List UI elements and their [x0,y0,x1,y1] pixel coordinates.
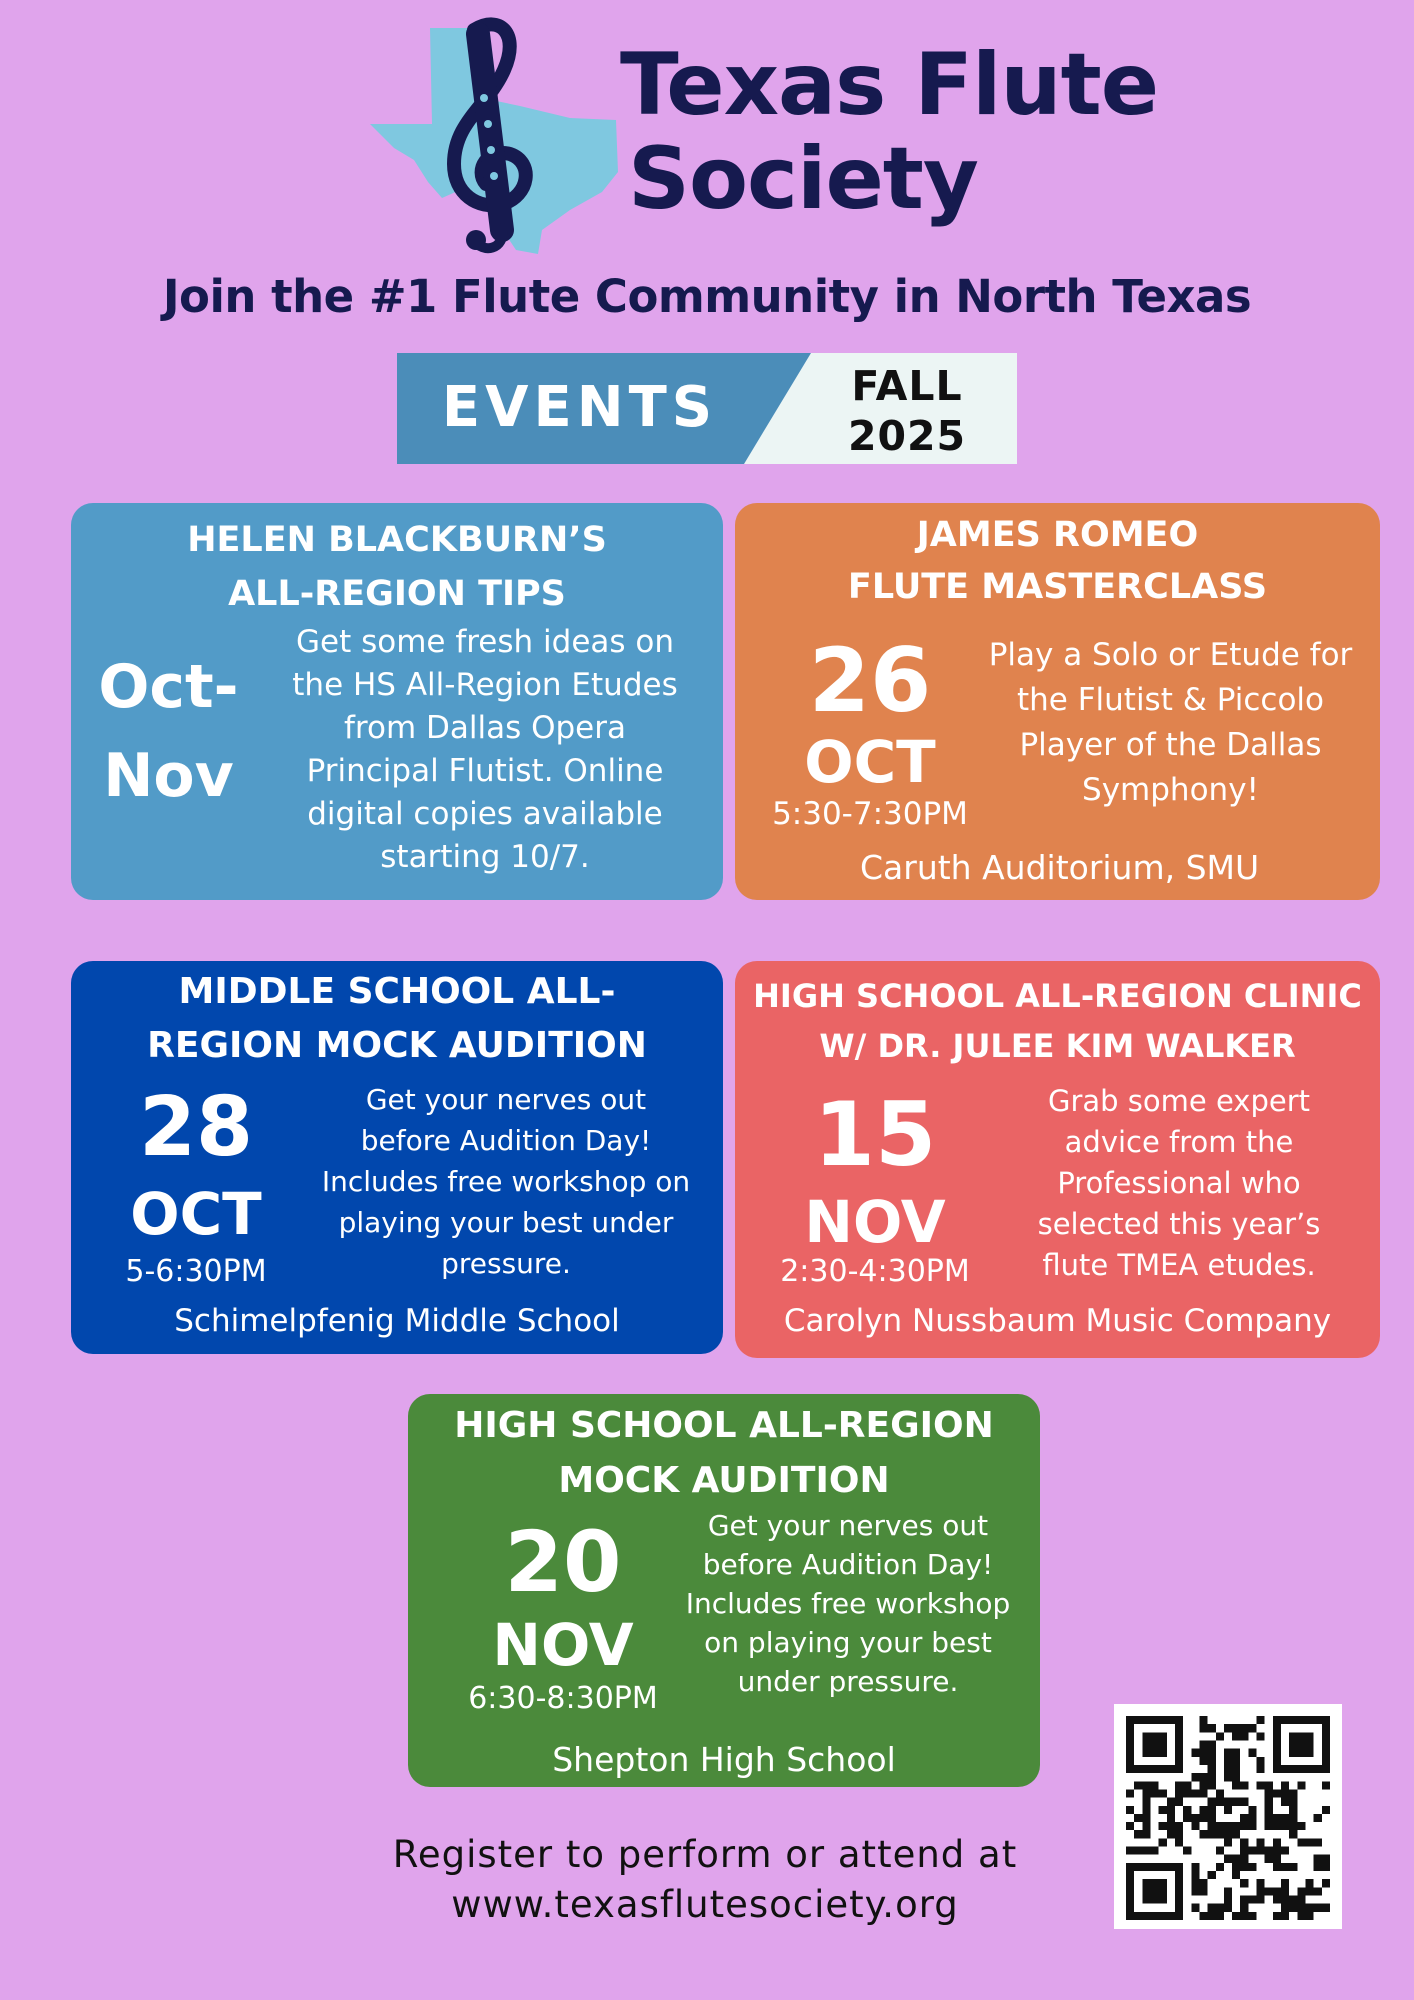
season-label [807,361,1007,461]
events-label: EVENTS [441,375,718,440]
event-day: 28 [138,1080,254,1175]
texas-treble-clef-logo-icon [370,14,630,254]
register-url[interactable]: www.texasflutesociety.org [451,1883,959,1926]
tagline: Join the #1 Flute Community in North Texas [162,270,1252,323]
event-time: 5-6:30PM [125,1254,267,1289]
event-month: OCT [130,1180,262,1248]
event-time: 5:30-7:30PM [772,796,968,832]
event-title-line2: FLUTE MASTERCLASS [847,567,1268,607]
event-time: 2:30-4:30PM [780,1254,970,1289]
event-description: Play a Solo or Etude for the Flutist & Piccolo Player of the Dallas Symphony! [988,637,1353,808]
event-venue: Caruth Auditorium, SMU [860,848,1260,887]
qr-code-pattern [1126,1716,1330,1920]
event-title-line1: HIGH SCHOOL ALL-REGION CLINIC [753,977,1362,1015]
event-venue: Shepton High School [552,1740,896,1779]
event-description: Get your nerves out before Audition Day! Includes free workshop on playing your best under pressure. [321,1083,691,1280]
event-time: 6:30-8:30PM [468,1681,658,1716]
event-title-line1: MIDDLE SCHOOL ALL- [178,971,616,1012]
event-day: 26 [808,629,932,732]
qr-code-icon[interactable] [1114,1704,1342,1929]
event-title-line2: REGION MOCK AUDITION [147,1025,647,1066]
event-description: Get your nerves out before Audition Day! Includes free workshop on playing your best under pressure. [685,1509,1011,1698]
event-month: NOV [492,1611,634,1679]
event-month: OCT [804,728,936,796]
event-venue: Carolyn Nussbaum Music Company [783,1303,1332,1339]
season-line2: 2025 [847,412,967,460]
event-card-all-region-tips [71,503,723,900]
event-title [81,513,713,621]
event-title-line2: MOCK AUDITION [558,1460,890,1501]
event-title-line1: HIGH SCHOOL ALL-REGION [454,1405,994,1446]
event-title-line2: ALL-REGION TIPS [228,574,566,614]
event-date-line2: Nov [103,741,234,811]
event-card-hs-clinic [735,961,1380,1358]
event-day: 15 [813,1083,937,1186]
register-text [300,1830,1110,1930]
event-title [81,965,713,1073]
events-banner [397,353,1017,464]
event-title [745,509,1370,613]
event-title-line2: W/ DR. JULEE KIM WALKER [819,1027,1296,1065]
event-card-ms-mock-audition [71,961,723,1354]
event-title-line1: HELEN BLACKBURN’S [187,520,607,560]
register-line1: Register to perform or attend at [392,1833,1018,1876]
event-title-line1: JAMES ROMEO [916,515,1199,555]
event-description: Grab some expert advice from the Professional who selected this year’s flute TMEA etudes. [1037,1084,1321,1282]
event-venue: Schimelpfenig Middle School [174,1303,620,1339]
event-card-masterclass [735,503,1380,900]
event-title [745,971,1370,1071]
event-date-line1: Oct- [98,652,239,722]
event-description: Get some fresh ideas on the HS All-Region Etudes from Dallas Opera Principal Flutist. Online digital copies available starting 10/7. [292,624,678,875]
org-name-line2: Society [628,129,978,229]
event-month: NOV [804,1188,946,1256]
event-title [418,1398,1030,1508]
event-day: 20 [504,1513,622,1611]
org-name-line1: Texas Flute [620,35,1159,135]
event-card-hs-mock-audition [408,1394,1040,1787]
season-line1: FALL [851,362,963,410]
